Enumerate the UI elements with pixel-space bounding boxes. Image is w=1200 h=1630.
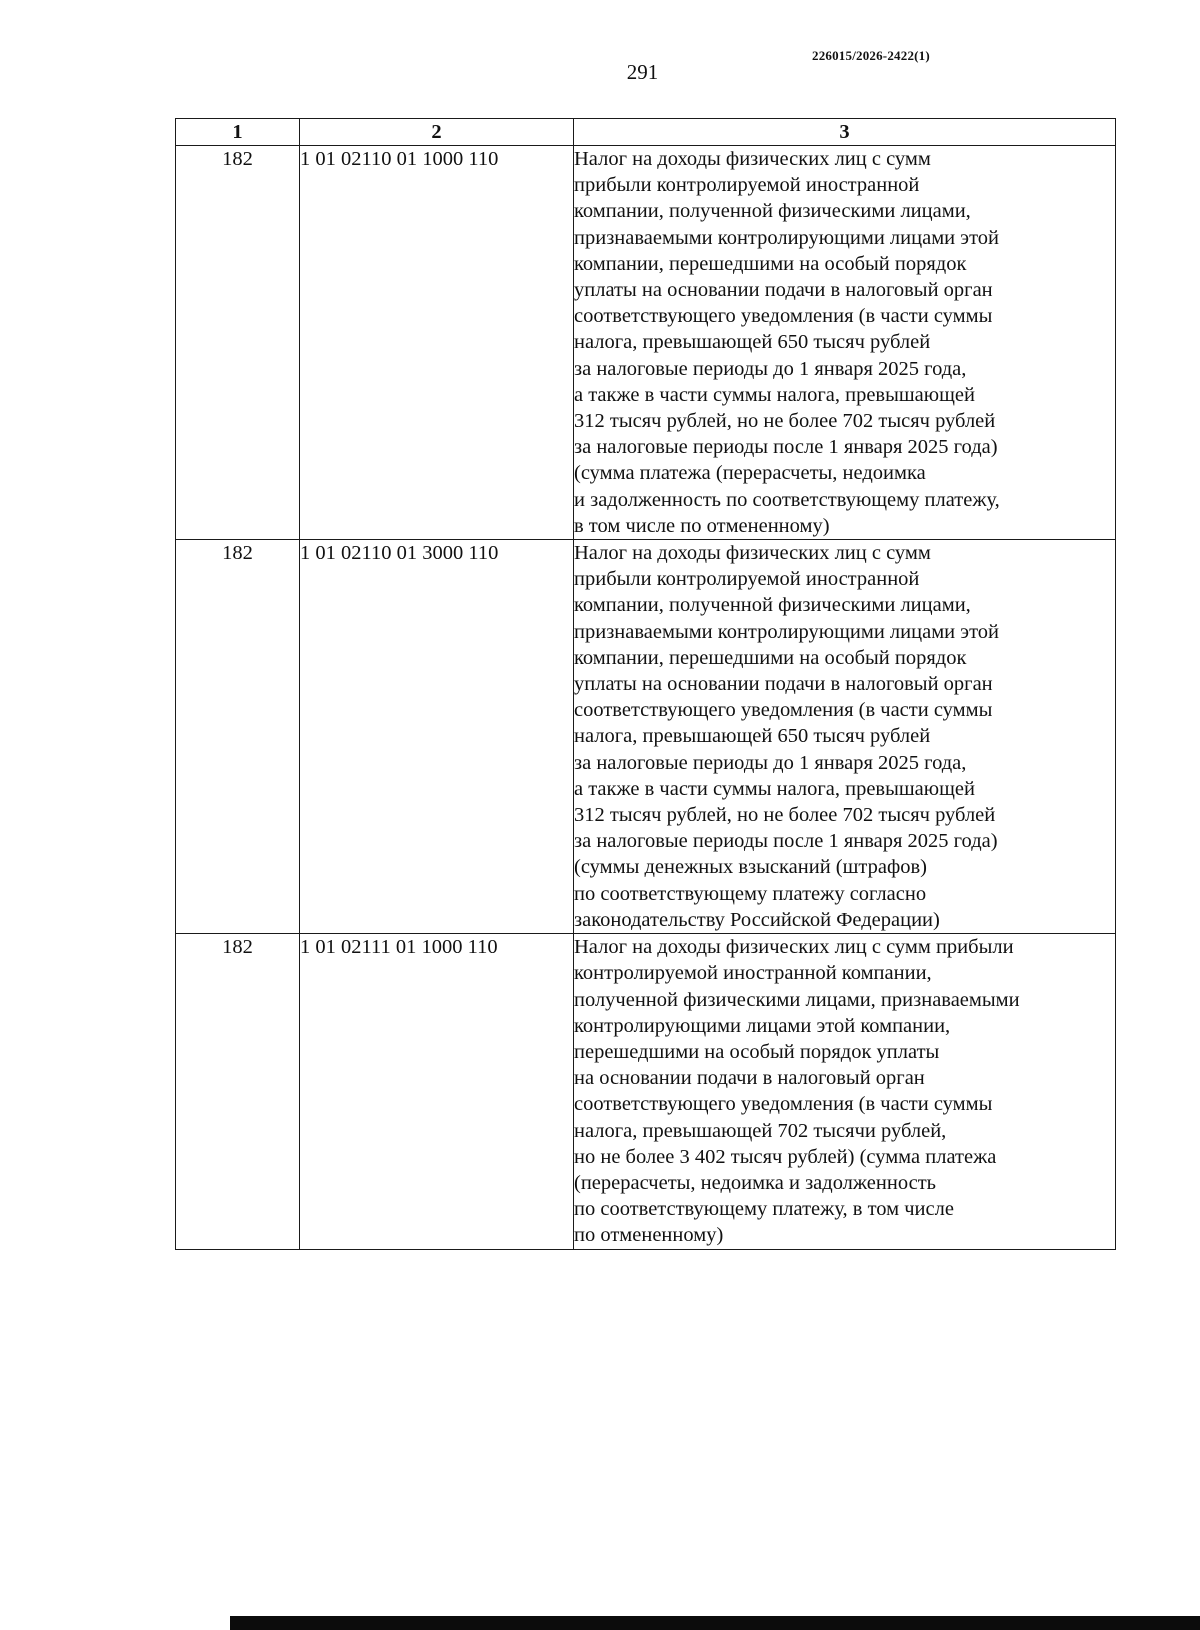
description-line: и задолженность по соответствующему платежу, bbox=[574, 488, 1000, 511]
description-line: по отмененному) bbox=[574, 1224, 724, 1247]
description-line: перешедшими на особый порядок уплаты bbox=[574, 1040, 940, 1063]
column-header-2: 2 bbox=[300, 119, 574, 146]
description-line: контролирующими лицами этой компании, bbox=[574, 1014, 951, 1037]
description-line: уплаты на основании подачи в налоговый орган bbox=[574, 673, 993, 696]
budget-classification-table bbox=[175, 118, 1116, 1250]
table-row bbox=[176, 934, 1116, 1249]
description-line: компании, полученной физическими лицами, bbox=[574, 594, 971, 617]
description-line: а также в части суммы налога, превышающей bbox=[574, 383, 975, 406]
description-line: признаваемыми контролирующими лицами этой bbox=[574, 620, 999, 643]
description-line: законодательству Российской Федерации) bbox=[574, 908, 940, 931]
description-line: (сумма платежа (перерасчеты, недоимка bbox=[574, 462, 926, 485]
document-registration-number: 226015/2026-2422(1) bbox=[812, 48, 930, 63]
description-line: (суммы денежных взысканий (штрафов) bbox=[574, 856, 928, 879]
table-header-row bbox=[176, 119, 1116, 146]
description-line: но не более 3 402 тысяч рублей) (сумма платежа bbox=[574, 1145, 997, 1168]
description-line: уплаты на основании подачи в налоговый орган bbox=[574, 279, 993, 302]
description-line: в том числе по отмененному) bbox=[574, 514, 830, 537]
description-line: 312 тысяч рублей, но не более 702 тысяч рублей bbox=[574, 410, 996, 433]
table-body bbox=[176, 146, 1116, 1250]
income-description-cell bbox=[574, 146, 1116, 540]
description-line: за налоговые периоды после 1 января 2025 года) bbox=[574, 436, 998, 459]
description-line: полученной физическими лицами, признаваемыми bbox=[574, 988, 1020, 1011]
description-line: 312 тысяч рублей, но не более 702 тысяч рублей bbox=[574, 804, 996, 827]
scan-edge-bar bbox=[230, 1616, 1200, 1630]
description-line: соответствующего уведомления (в части суммы bbox=[574, 699, 993, 722]
description-line: за налоговые периоды до 1 января 2025 года, bbox=[574, 751, 967, 774]
description-line: компании, перешедшими на особый порядок bbox=[574, 646, 967, 669]
description-line: Налог на доходы физических лиц с сумм bbox=[574, 148, 931, 170]
description-line: налога, превышающей 702 тысячи рублей, bbox=[574, 1119, 947, 1142]
column-header-3: 3 bbox=[574, 119, 1116, 146]
description-line: а также в части суммы налога, превышающей bbox=[574, 777, 975, 800]
description-line: Налог на доходы физических лиц с сумм bbox=[574, 542, 931, 565]
description-line: за налоговые периоды до 1 января 2025 года, bbox=[574, 357, 967, 380]
description-line: Налог на доходы физических лиц с сумм прибыли bbox=[574, 936, 1014, 959]
description-line: соответствующего уведомления (в части суммы bbox=[574, 305, 993, 328]
description-line: по соответствующему платежу согласно bbox=[574, 882, 927, 905]
description-line: на основании подачи в налоговый орган bbox=[574, 1067, 925, 1090]
budget-code-cell: 1 01 02110 01 1000 110 bbox=[300, 146, 574, 540]
description-line: контролируемой иностранной компании, bbox=[574, 962, 932, 985]
description-line: соответствующего уведомления (в части суммы bbox=[574, 1093, 993, 1116]
description-line: налога, превышающей 650 тысяч рублей bbox=[574, 725, 931, 748]
description-line: за налоговые периоды после 1 января 2025 года) bbox=[574, 830, 998, 853]
description-line: компании, полученной физическими лицами, bbox=[574, 200, 971, 223]
column-header-1: 1 bbox=[176, 119, 300, 146]
description-line: (перерасчеты, недоимка и задолженность bbox=[574, 1171, 937, 1194]
administrator-code-cell: 182 bbox=[176, 934, 300, 1249]
description-line: признаваемыми контролирующими лицами этой bbox=[574, 226, 999, 249]
description-line: прибыли контролируемой иностранной bbox=[574, 568, 920, 591]
description-line: по соответствующему платежу, в том числе bbox=[574, 1198, 954, 1221]
income-description-cell bbox=[574, 540, 1116, 934]
description-line: прибыли контролируемой иностранной bbox=[574, 174, 920, 197]
description-line: налога, превышающей 650 тысяч рублей bbox=[574, 331, 931, 354]
budget-code-cell: 1 01 02111 01 1000 110 bbox=[300, 934, 574, 1249]
page-number: 291 bbox=[626, 60, 659, 84]
table-row bbox=[176, 146, 1116, 540]
table-row bbox=[176, 540, 1116, 934]
description-line: компании, перешедшими на особый порядок bbox=[574, 252, 967, 275]
income-description-cell bbox=[574, 934, 1116, 1249]
administrator-code-cell: 182 bbox=[176, 146, 300, 540]
budget-code-cell: 1 01 02110 01 3000 110 bbox=[300, 540, 574, 934]
administrator-code-cell: 182 bbox=[176, 540, 300, 934]
